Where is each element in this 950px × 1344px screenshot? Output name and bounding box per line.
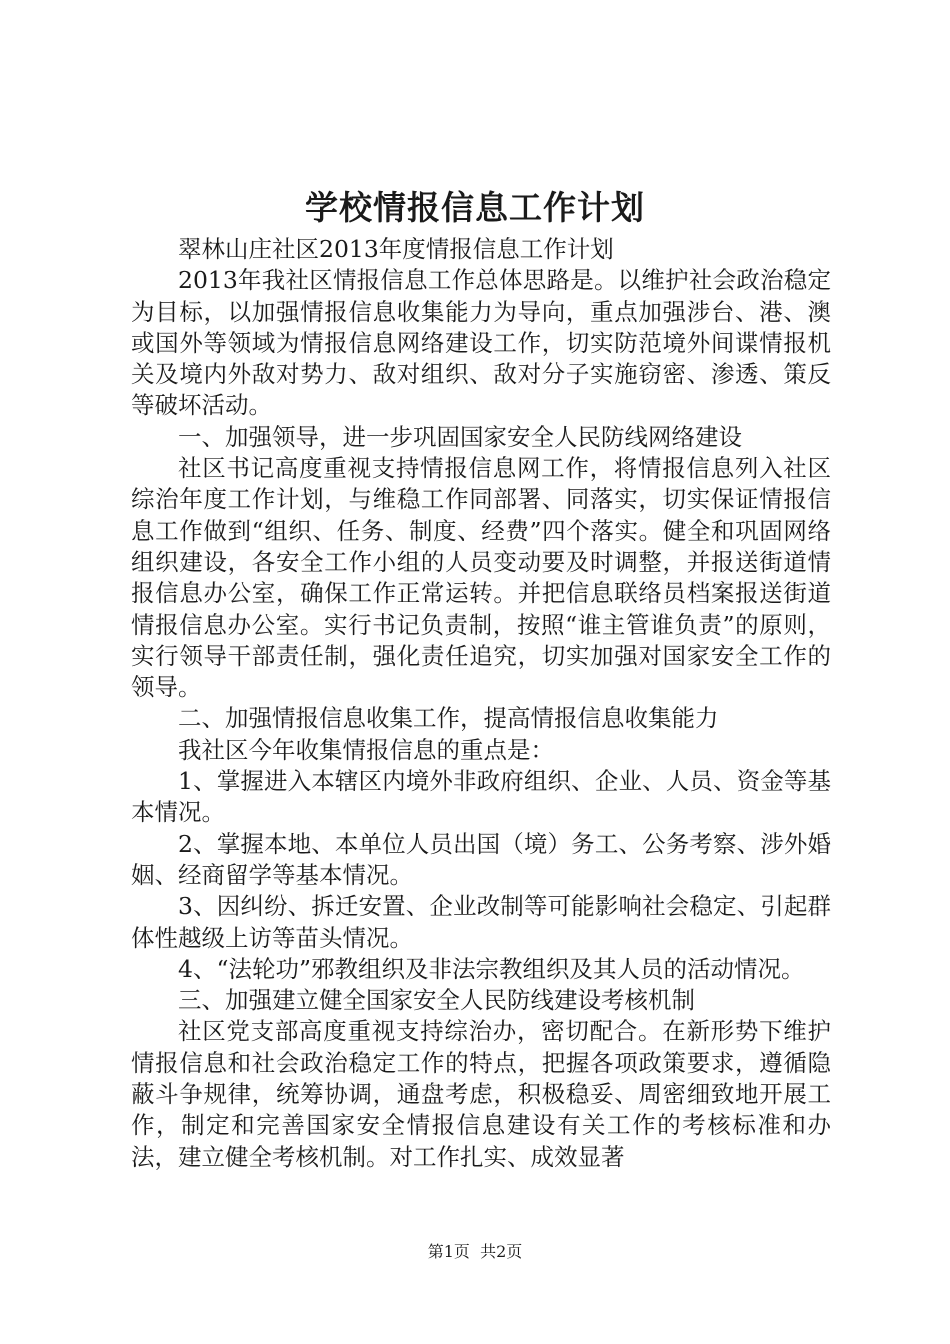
page-footer [0,1241,950,1263]
paragraph-overview: 2013年我社区情报信息工作总体思路是。以维护社会政治稳定为目标，以加强情报信息收集能力为导向，重点加强涉台、港、澳或国外等领域为情报信息网络建设工作，切实防范境外间谍情报机关及境内外敌对势力、敌对组织、敌对分子实施窃密、渗透、策反等破坏活动。 [131,266,831,420]
page-total: 共2页 [480,1242,523,1261]
document-body [131,234,831,1173]
paragraph-assessment: 社区党支部高度重视支持综治办，密切配合。在新形势下维护情报信息和社会政治稳定工作的特点，把握各项政策要求，遵循隐蔽斗争规律，统筹协调，通盘考虑，积极稳妥、周密细致地开展工作，制定和完善国家安全情报信息建设有关工作的考核标准和办法，建立健全考核机制。对工作扎实、成效显著 [131,1017,831,1171]
list-item-4: 4、“法轮功”邪教组织及非法宗教组织及其人员的活动情况。 [178,954,805,983]
section-heading-1: 一、加强领导，进一步巩固国家安全人民防线网络建设 [178,422,742,451]
list-item-2: 2、掌握本地、本单位人员出国（境）务工、公务考察、涉外婚姻、经商留学等基本情况。 [131,829,831,889]
document-title: 学校情报信息工作计划 [305,188,645,227]
list-item-1: 1、掌握进入本辖区内境外非政府组织、企业、人员、资金等基本情况。 [131,767,831,827]
list-item-3: 3、因纠纷、拆迁安置、企业改制等可能影响社会稳定、引起群体性越级上访等苗头情况。 [131,892,831,952]
page-number: 第1页 [427,1242,470,1261]
section-heading-2: 二、加强情报信息收集工作，提高情报信息收集能力 [178,704,719,733]
paragraph-leadership: 社区书记高度重视支持情报信息网工作，将情报信息列入社区综治年度工作计划，与维稳工作同部署、同落实，切实保证情报信息工作做到“组织、任务、制度、经费”四个落实。健全和巩固网络组织建设，各安全工作小组的人员变动要及时调整，并报送街道情报信息办公室，确保工作正常运转。并把信息联络员档案报送街道情报信息办公室。实行书记负责制，按照“谁主管谁负责”的原则，实行领导干部责任制，强化责任追究，切实加强对国家安全工作的领导。 [131,454,831,702]
paragraph-focus-intro: 我社区今年收集情报信息的重点是： [178,735,554,764]
paragraph-subtitle: 翠林山庄社区2013年度情报信息工作计划 [178,235,614,263]
section-heading-3: 三、加强建立健全国家安全人民防线建设考核机制 [178,986,695,1015]
